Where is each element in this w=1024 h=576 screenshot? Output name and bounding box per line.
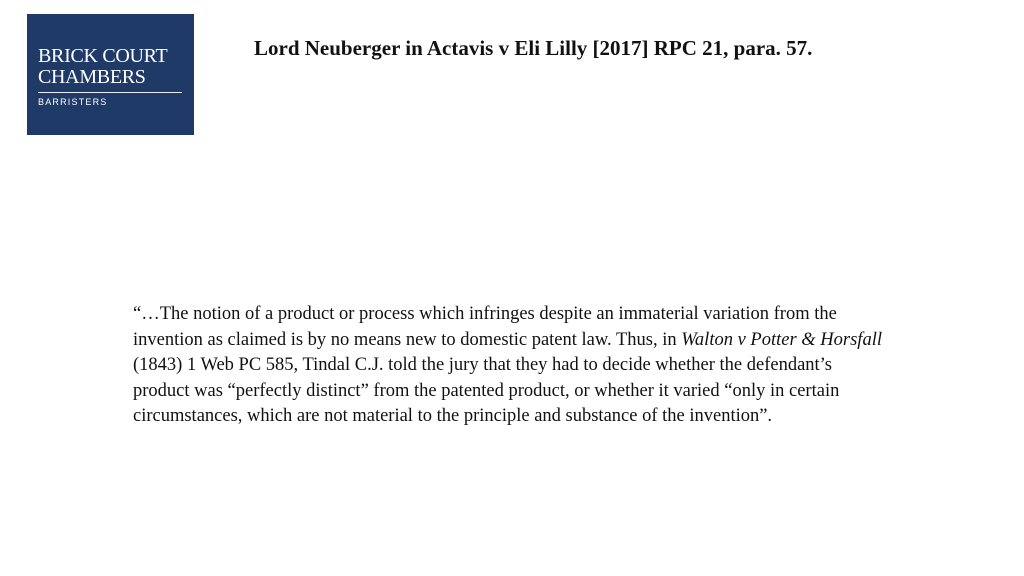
slide-title: Lord Neuberger in Actavis v Eli Lilly [2017] RPC 21, para. 57. — [254, 36, 813, 60]
logo-subtitle: BARRISTERS — [38, 97, 108, 107]
quote-part-1: “…The notion of a product or process which infringes despite an immaterial variation from the invention as claimed is by no means new to domestic patent law. Thus, in — [133, 304, 837, 350]
case-name: Walton v Potter & Horsfall — [681, 329, 882, 350]
logo-divider — [38, 92, 182, 93]
brick-court-chambers-logo — [27, 14, 194, 135]
logo-line-2: CHAMBERS — [38, 66, 146, 88]
logo-line-1: BRICK COURT — [38, 45, 168, 67]
quote-part-2: (1843) 1 Web PC 585, Tindal C.J. told the jury that they had to decide whether the defendant’s product was “perfectly distinct” from the patented product, or whether it varied “only in certain circumstances, which are not material to the principle and substance of the invention”. — [133, 355, 840, 426]
quote-text — [133, 302, 893, 430]
